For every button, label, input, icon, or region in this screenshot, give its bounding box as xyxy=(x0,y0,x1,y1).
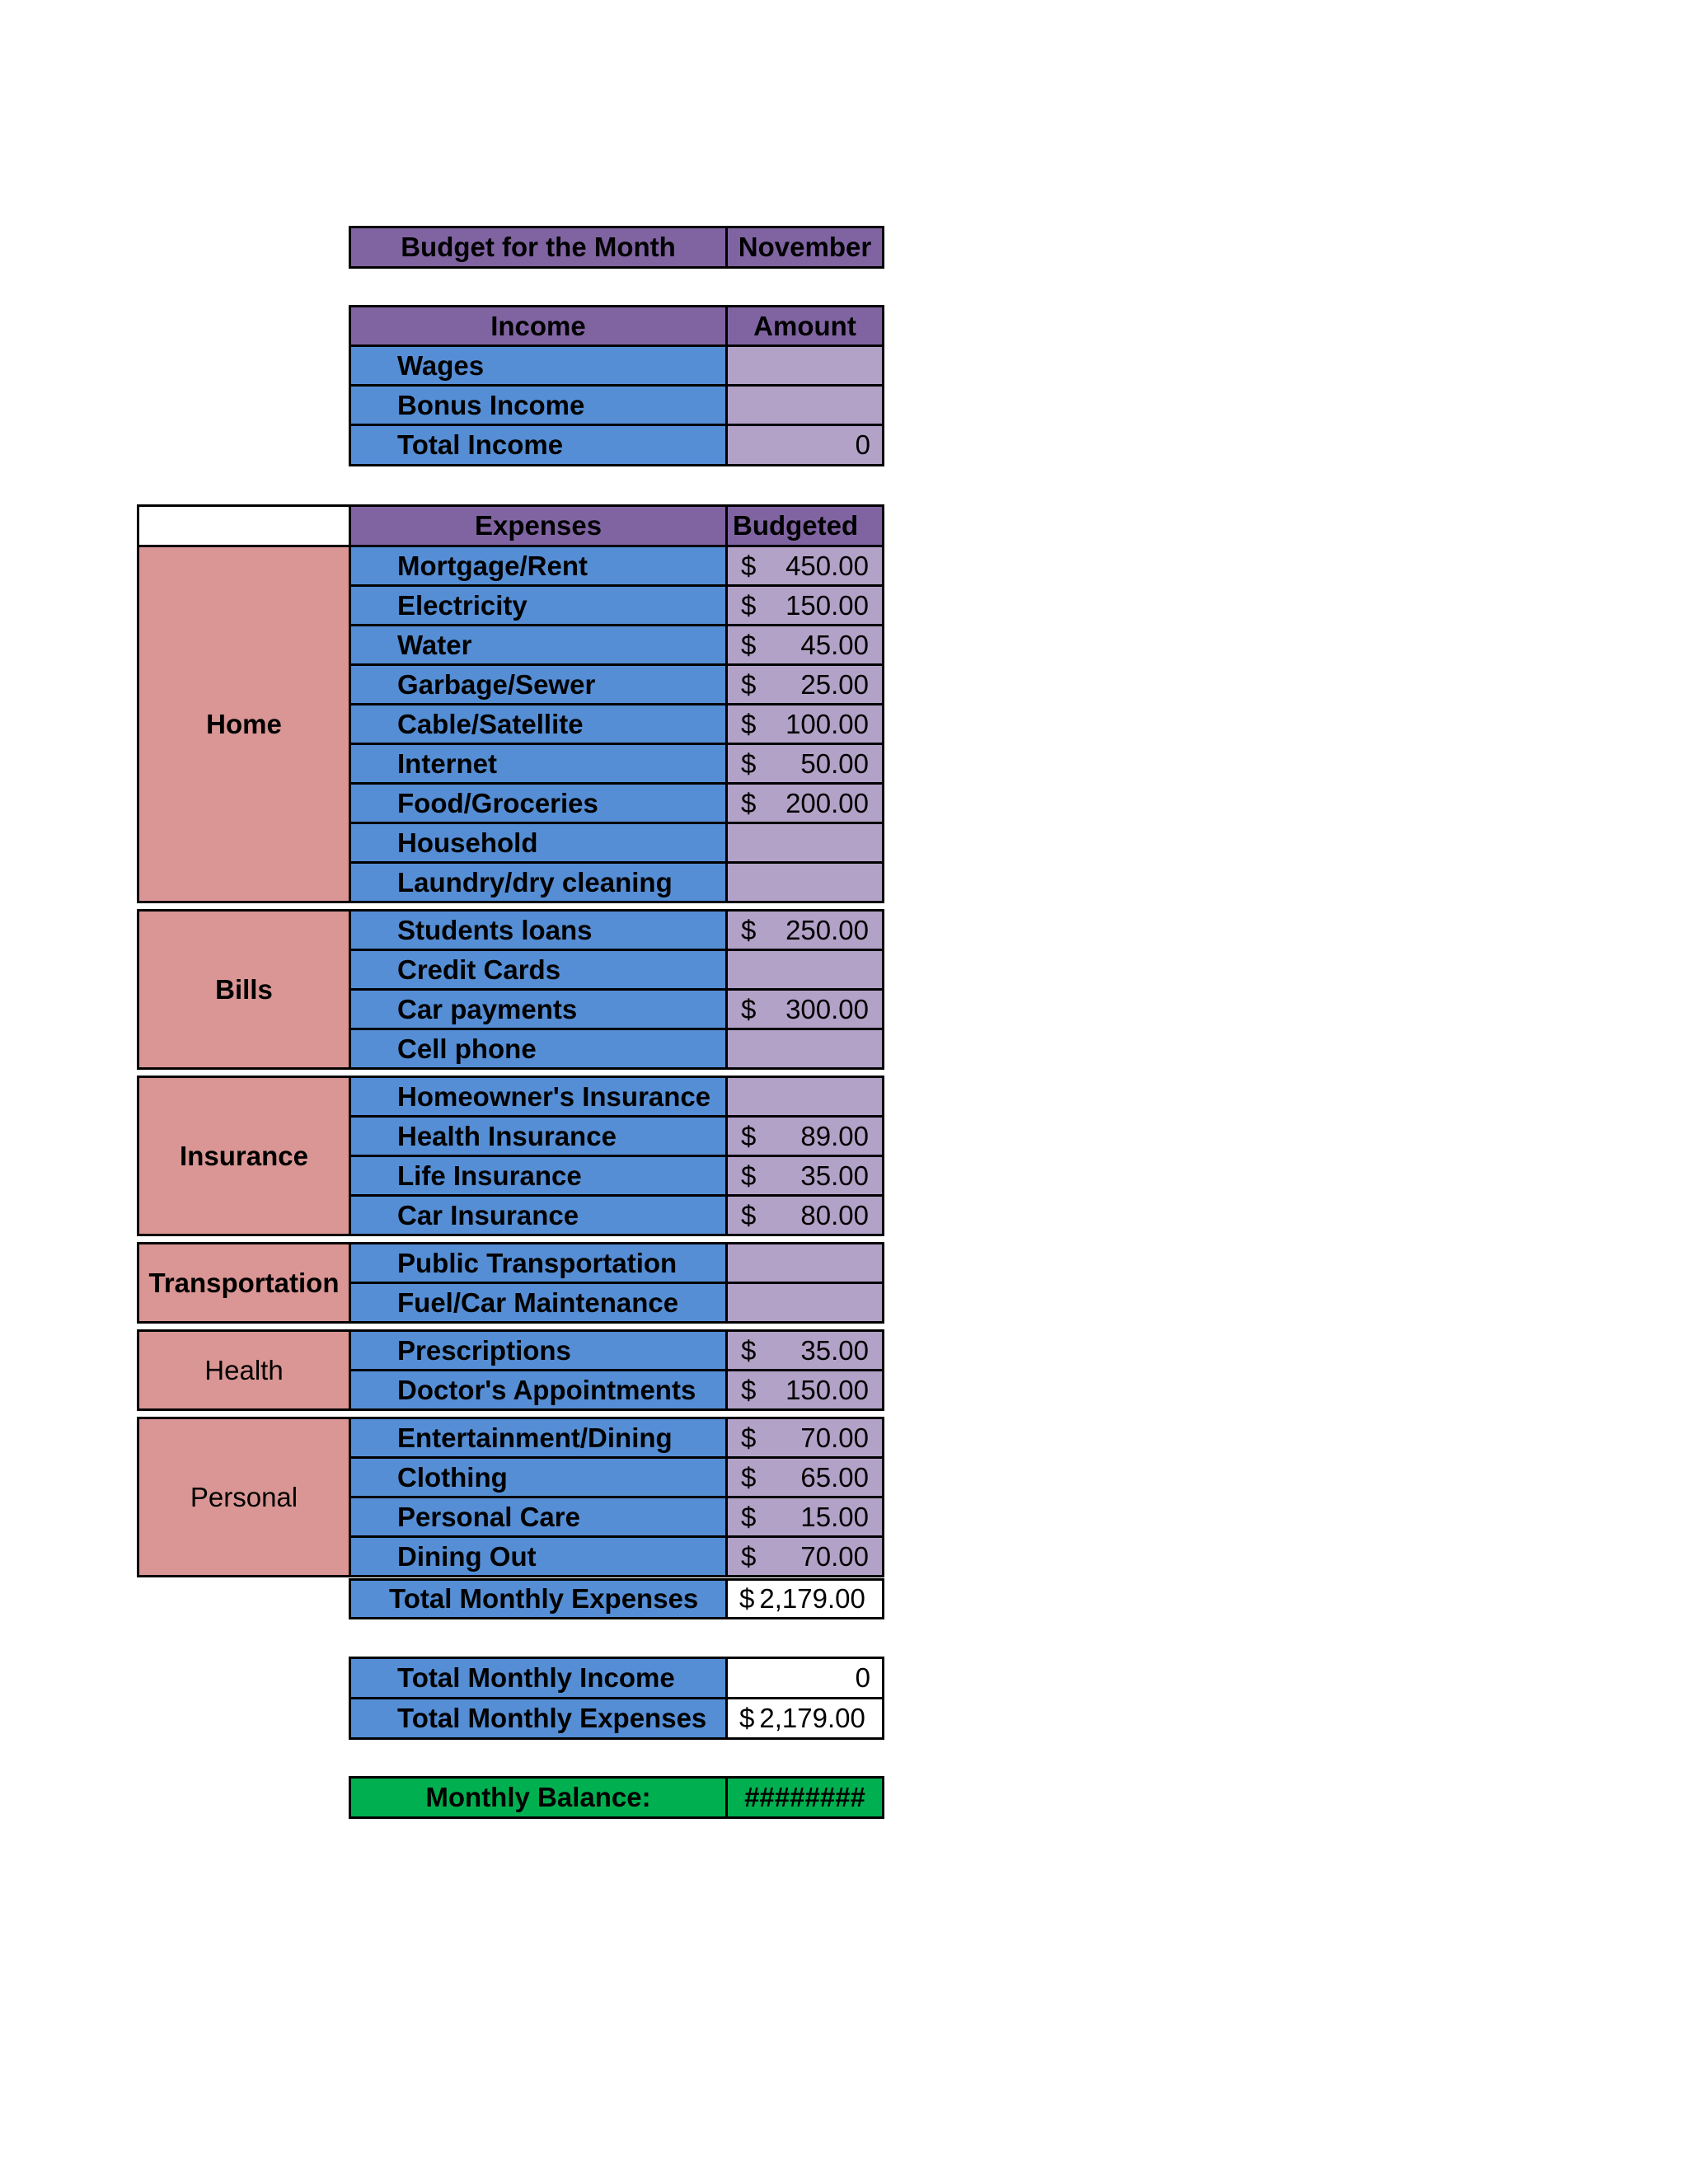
expense-amount-cell[interactable] xyxy=(725,1329,884,1371)
amount-header-cell[interactable] xyxy=(725,305,884,347)
balance-value: ######## xyxy=(744,1782,865,1812)
category-label: Bills xyxy=(215,973,273,1005)
expense-amount-cell[interactable] xyxy=(725,949,884,991)
total-income-value-cell[interactable] xyxy=(725,424,884,466)
total-income-value: 0 xyxy=(855,429,870,460)
balance-label: Monthly Balance: xyxy=(425,1782,651,1812)
expense-amount-cell[interactable] xyxy=(725,1115,884,1157)
expense-amount-cell[interactable] xyxy=(725,1076,884,1118)
expense-amount-cell[interactable] xyxy=(725,1194,884,1236)
currency-symbol: $ xyxy=(741,708,757,739)
expense-amount-cell[interactable] xyxy=(725,1417,884,1459)
expense-row-label-cell[interactable] xyxy=(349,988,728,1030)
expense-label: Credit Cards xyxy=(397,954,561,985)
income-header-cell[interactable] xyxy=(349,305,728,347)
currency-symbol: $ xyxy=(741,1501,757,1532)
income-header-label: Income xyxy=(490,310,586,341)
expense-row-label-cell[interactable] xyxy=(349,1496,728,1538)
currency-symbol: $ xyxy=(741,1422,757,1453)
category-bills[interactable] xyxy=(137,909,351,1070)
expense-amount: 89.00 xyxy=(800,1120,869,1151)
category-personal[interactable] xyxy=(137,1417,351,1577)
currency-symbol: $ xyxy=(741,748,757,779)
total-expenses-label-cell[interactable] xyxy=(349,1578,728,1619)
balance-label-cell[interactable] xyxy=(349,1776,728,1819)
currency-symbol: $ xyxy=(741,629,757,660)
expense-label: Garbage/Sewer xyxy=(397,668,596,700)
expense-amount-cell[interactable] xyxy=(725,703,884,745)
budget-title: Budget for the Month xyxy=(401,232,676,262)
expense-amount-cell[interactable] xyxy=(725,1456,884,1498)
budget-title-cell[interactable] xyxy=(349,226,728,269)
expense-amount-cell[interactable] xyxy=(725,743,884,785)
category-home[interactable] xyxy=(137,545,351,903)
expense-amount: 250.00 xyxy=(785,914,869,945)
expense-row-label-cell[interactable] xyxy=(349,743,728,785)
budgeted-header-label: Budgeted xyxy=(733,510,859,541)
expense-amount-cell[interactable] xyxy=(725,782,884,824)
currency-symbol: $ xyxy=(741,993,757,1024)
expense-row-label-cell[interactable] xyxy=(349,1115,728,1157)
expense-amount: 150.00 xyxy=(785,1374,869,1405)
expense-amount-cell[interactable] xyxy=(725,624,884,666)
expense-label: Public Transportation xyxy=(397,1247,678,1278)
expense-label: Entertainment/Dining xyxy=(397,1422,673,1453)
income-row-label: Wages xyxy=(397,349,485,381)
expenses-header-label: Expenses xyxy=(474,510,603,541)
expense-label: Dining Out xyxy=(397,1540,537,1572)
expense-amount-cell[interactable] xyxy=(725,584,884,626)
currency-symbol: $ xyxy=(741,589,757,621)
balance-value-cell[interactable] xyxy=(725,1776,884,1819)
expense-label: Food/Groceries xyxy=(397,787,598,818)
category-insurance[interactable] xyxy=(137,1076,351,1236)
expense-label: Fuel/Car Maintenance xyxy=(397,1286,679,1318)
summary-expenses-value: 2,179.00 xyxy=(759,1703,865,1733)
total-expenses-value-cell[interactable] xyxy=(725,1578,884,1619)
expense-amount: 100.00 xyxy=(785,708,869,739)
expense-amount-cell[interactable] xyxy=(725,1242,884,1284)
expense-label: Clothing xyxy=(397,1461,508,1493)
currency-symbol: $ xyxy=(741,787,757,818)
currency-symbol: $ xyxy=(741,1374,757,1405)
income-row-wages[interactable] xyxy=(349,344,728,387)
total-expenses-value: 2,179.00 xyxy=(759,1583,865,1614)
summary-expenses-label: Total Monthly Expenses xyxy=(397,1703,707,1733)
expense-amount-cell[interactable] xyxy=(725,1155,884,1197)
expense-row-label-cell[interactable] xyxy=(349,1369,728,1411)
expense-amount-cell[interactable] xyxy=(725,1535,884,1577)
expense-row-label-cell[interactable] xyxy=(349,663,728,705)
expense-amount-cell[interactable] xyxy=(725,909,884,951)
expense-amount: 450.00 xyxy=(785,550,869,581)
category-label: Transportation xyxy=(148,1267,340,1298)
expense-row-label-cell[interactable] xyxy=(349,1329,728,1371)
expense-amount-cell[interactable] xyxy=(725,1369,884,1411)
expense-amount-cell[interactable] xyxy=(725,988,884,1030)
expense-label: Laundry/dry cleaning xyxy=(397,866,673,898)
expense-amount: 200.00 xyxy=(785,787,869,818)
expense-amount: 35.00 xyxy=(800,1334,869,1366)
expense-row-label-cell[interactable] xyxy=(349,703,728,745)
expense-label: Car payments xyxy=(397,993,578,1024)
expense-label: Cell phone xyxy=(397,1033,537,1064)
income-row-label: Bonus Income xyxy=(397,389,585,420)
expense-label: Electricity xyxy=(397,589,528,621)
expense-amount: 35.00 xyxy=(800,1160,869,1191)
income-amount-bonus[interactable] xyxy=(725,384,884,426)
expense-row-label-cell[interactable] xyxy=(349,1242,728,1284)
expense-row-label-cell[interactable] xyxy=(349,949,728,991)
expense-label: Water xyxy=(397,629,472,660)
expense-row-label-cell[interactable] xyxy=(349,1076,728,1118)
expense-amount: 70.00 xyxy=(800,1422,869,1453)
expense-row-label-cell[interactable] xyxy=(349,861,728,903)
expense-row-label-cell[interactable] xyxy=(349,1028,728,1070)
expense-row-label-cell[interactable] xyxy=(349,545,728,587)
summary-income-label-cell[interactable] xyxy=(349,1657,728,1699)
expense-amount: 50.00 xyxy=(800,748,869,779)
currency-symbol: $ xyxy=(741,1461,757,1493)
category-label: Personal xyxy=(190,1481,298,1512)
currency-symbol: $ xyxy=(741,550,757,581)
expenses-header-cell[interactable] xyxy=(349,504,728,547)
expense-label: Homeowner's Insurance xyxy=(397,1080,711,1112)
expense-amount: 150.00 xyxy=(785,589,869,621)
total-income-label: Total Income xyxy=(397,429,564,460)
expense-amount: 300.00 xyxy=(785,993,869,1024)
expense-label: Health Insurance xyxy=(397,1120,617,1151)
currency-symbol: $ xyxy=(741,668,757,700)
currency-symbol: $ xyxy=(741,1120,757,1151)
income-row-bonus[interactable] xyxy=(349,384,728,426)
amount-header-label: Amount xyxy=(753,310,856,341)
expense-row-label-cell[interactable] xyxy=(349,909,728,951)
budget-month: November xyxy=(738,232,872,262)
expense-amount-cell[interactable] xyxy=(725,861,884,903)
total-income-label-cell[interactable] xyxy=(349,424,728,466)
currency-symbol: $ xyxy=(741,1160,757,1191)
expense-amount-cell[interactable] xyxy=(725,822,884,864)
expense-label: Students loans xyxy=(397,914,593,945)
expense-amount-cell[interactable] xyxy=(725,1028,884,1070)
expense-amount: 70.00 xyxy=(800,1540,869,1572)
summary-income-value: 0 xyxy=(855,1662,870,1693)
expense-row-label-cell[interactable] xyxy=(349,1155,728,1197)
expense-row-label-cell[interactable] xyxy=(349,1535,728,1577)
budgeted-header-cell[interactable] xyxy=(725,504,884,547)
category-label: Insurance xyxy=(180,1140,308,1171)
expense-amount-cell[interactable] xyxy=(725,1282,884,1324)
summary-income-value-cell[interactable] xyxy=(725,1657,884,1699)
expense-label: Car Insurance xyxy=(397,1199,579,1230)
expense-label: Household xyxy=(397,827,538,858)
expense-amount: 80.00 xyxy=(800,1199,869,1230)
category-header-blank[interactable] xyxy=(137,504,351,547)
expense-label: Internet xyxy=(397,748,498,779)
currency-symbol: $ xyxy=(741,1334,757,1366)
expense-row-label-cell[interactable] xyxy=(349,624,728,666)
expense-amount: 25.00 xyxy=(800,668,869,700)
currency-symbol: $ xyxy=(739,1583,755,1614)
expense-amount-cell[interactable] xyxy=(725,545,884,587)
expense-row-label-cell[interactable] xyxy=(349,782,728,824)
summary-expenses-value-cell[interactable] xyxy=(725,1697,884,1740)
summary-expenses-label-cell[interactable] xyxy=(349,1697,728,1740)
expense-label: Doctor's Appointments xyxy=(397,1374,696,1405)
currency-symbol: $ xyxy=(739,1703,755,1733)
budget-month-cell[interactable] xyxy=(725,226,884,269)
category-label: Health xyxy=(204,1354,284,1385)
expense-label: Cable/Satellite xyxy=(397,708,584,739)
expense-amount: 45.00 xyxy=(800,629,869,660)
total-expenses-label: Total Monthly Expenses xyxy=(389,1583,699,1614)
expense-label: Prescriptions xyxy=(397,1334,571,1366)
expense-label: Mortgage/Rent xyxy=(397,550,588,581)
category-health[interactable] xyxy=(137,1329,351,1411)
expense-label: Personal Care xyxy=(397,1501,580,1532)
expense-amount-cell[interactable] xyxy=(725,1496,884,1538)
expense-row-label-cell[interactable] xyxy=(349,1194,728,1236)
expense-row-label-cell[interactable] xyxy=(349,1456,728,1498)
expense-amount: 65.00 xyxy=(800,1461,869,1493)
currency-symbol: $ xyxy=(741,1540,757,1572)
income-amount-wages[interactable] xyxy=(725,344,884,387)
category-label: Home xyxy=(206,708,282,739)
expense-amount: 15.00 xyxy=(800,1501,869,1532)
expense-row-label-cell[interactable] xyxy=(349,1282,728,1324)
expense-amount-cell[interactable] xyxy=(725,663,884,705)
currency-symbol: $ xyxy=(741,1199,757,1230)
currency-symbol: $ xyxy=(741,914,757,945)
category-transportation[interactable] xyxy=(137,1242,351,1324)
expense-row-label-cell[interactable] xyxy=(349,1417,728,1459)
expense-row-label-cell[interactable] xyxy=(349,822,728,864)
expense-row-label-cell[interactable] xyxy=(349,584,728,626)
expense-label: Life Insurance xyxy=(397,1160,582,1191)
summary-income-label: Total Monthly Income xyxy=(397,1662,675,1693)
